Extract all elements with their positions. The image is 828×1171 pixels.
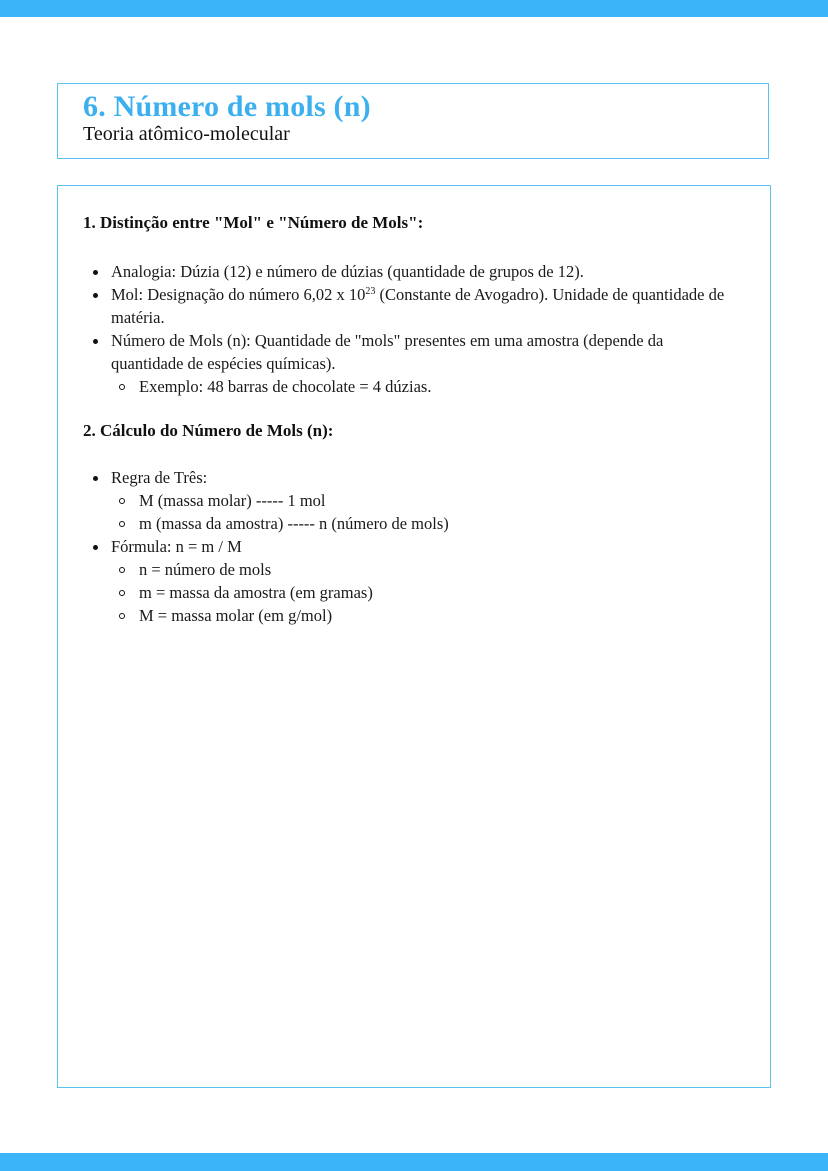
sub-list-item	[91, 489, 731, 512]
sub-list-item	[91, 375, 731, 398]
list-item-text: Fórmula: n = m / M	[111, 537, 242, 556]
list-item-text: Mol: Designação do número 6,02 x 10	[111, 285, 366, 304]
sub-list-item-text: M (massa molar) ----- 1 mol	[139, 491, 326, 510]
sub-list-item	[91, 558, 731, 581]
sub-list-item-text: n = número de mols	[139, 560, 272, 579]
section-heading-calculo: 2. Cálculo do Número de Mols (n):	[83, 421, 334, 440]
list-item	[91, 283, 731, 329]
distincao-list	[91, 260, 731, 398]
page-header	[57, 83, 769, 159]
list-item-text: (Constante de Avogadro). Unidade de quantidade de matéria.	[111, 285, 725, 327]
page-title: 6. Número de mols (n)	[83, 90, 371, 123]
sub-list-item-text: m (massa da amostra) ----- n (número de mols)	[139, 514, 449, 533]
list-item	[91, 535, 731, 558]
content-panel	[57, 185, 771, 1088]
list-item-text: Regra de Três:	[111, 468, 208, 487]
list-item	[91, 466, 731, 489]
exponent: 23	[365, 286, 376, 297]
sub-list-item	[91, 604, 731, 627]
sub-list-item-text: Exemplo: 48 barras de chocolate = 4 dúzias.	[139, 377, 432, 396]
list-item	[91, 260, 731, 283]
sub-list-item	[91, 512, 731, 535]
section-heading-distincao: 1. Distinção entre "Mol" e "Número de Mols":	[83, 213, 424, 232]
top-accent-bar	[0, 0, 828, 17]
calculo-list	[91, 466, 731, 627]
list-item-text: Analogia: Dúzia (12) e número de dúzias (quantidade de grupos de 12).	[111, 262, 584, 281]
sub-list-item-text: m = massa da amostra (em gramas)	[139, 583, 373, 602]
page-subtitle: Teoria atômico-molecular	[83, 123, 290, 145]
sub-list-item	[91, 581, 731, 604]
list-item	[91, 329, 731, 375]
list-item-text: Número de Mols (n): Quantidade de "mols" presentes em uma amostra (depende da quantidade de espécies químicas).	[111, 331, 664, 373]
bottom-accent-bar	[0, 1153, 828, 1171]
sub-list-item-text: M = massa molar (em g/mol)	[139, 606, 333, 625]
